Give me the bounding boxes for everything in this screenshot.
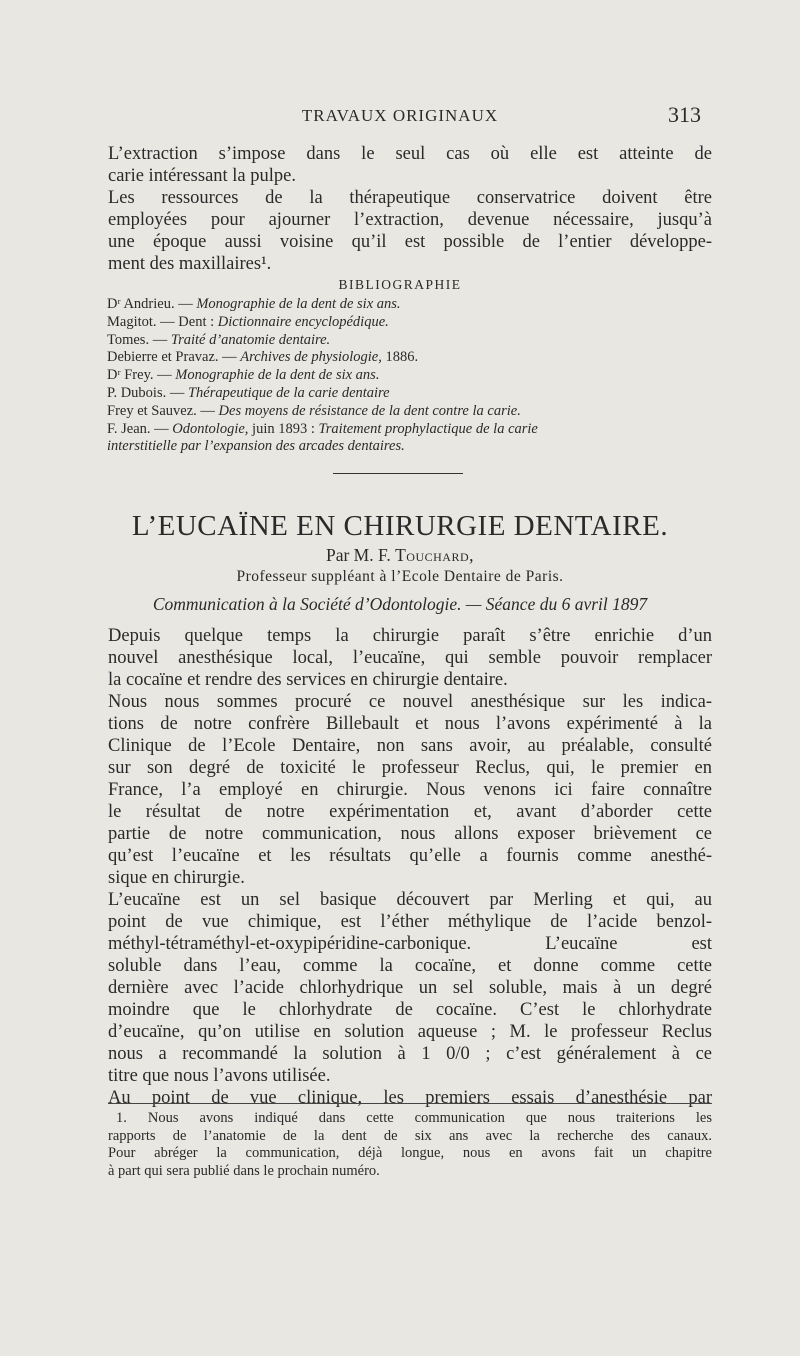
- bibliography-work: Archives de physiologie,: [240, 349, 382, 366]
- running-head: TRAVAUX ORIGINAUX: [301, 106, 499, 125]
- bibliography-author: P. Dubois. —: [107, 384, 188, 401]
- bibliography-entry: [107, 314, 717, 332]
- author-affiliation: Professeur suppléant à l’Ecole Dentaire de Paris.: [236, 568, 564, 585]
- page-header: [0, 102, 800, 132]
- bibliography-entry: [107, 332, 717, 350]
- bibliography-author: Frey et Sauvez. —: [107, 402, 219, 419]
- footnote-rule: [108, 1103, 712, 1104]
- article-paragraph-1: Depuis quelque temps la chirurgie paraît s’être enrichie d’un nouvel anesthésique local, l’eucaïne, qui semble pouvoir remplacer la cocaïne et rendre des services en chirurgie dentaire.: [108, 626, 712, 690]
- article-paragraph-3: L’eucaïne est un sel basique découvert par Merling et qui, au point de vue chimique, est l’éther méthylique de l’acide benzol- méthyl-tétraméthyl-et-oxypipéridine-carbonique. L’eucaïne est soluble dans l’eau, comme la cocaïne, et donne comme cette dernière avec l’acide chlorhydrique un sel soluble, mais à un degré moindre que le chlorhydrate de cocaïne. C’est le chlorhydrate d’eucaïne, qu’on utilise en solution aqueuse ; M. le professeur Reclus nous a recommandé la solution à 1 0/0 ; c’est généralement à ce titre que nous l’avons utilisée.: [108, 890, 712, 1086]
- article-paragraph-4: Au point de vue clinique, les premiers essais d’anesthésie par: [108, 1088, 712, 1108]
- bibliography-list: [107, 296, 717, 456]
- bibliography-entry: [107, 349, 717, 367]
- bibliography-entry: [107, 367, 717, 385]
- page-number: 313: [668, 102, 701, 127]
- article-paragraph-2: Nous nous sommes procuré ce nouvel anesthésique sur les indica- tions de notre confrère Billebault et nous l’avons expérimenté à la Clinique de l’Ecole Dentaire, non sans avoir, au préalable, consulté sur son degré de toxicité le professeur Reclus, qui, le premier en France, l’a employé en chirurgie. Nous venons ici faire connaître le résultat de notre expérimentation et, avant d’aborder cette partie de notre communication, nous allons exposer brièvement ce qu’est l’eucaïne et les résultats qu’elle a fournis comme anesthé- sique en chirurgie.: [108, 692, 712, 888]
- bibliography-entry: [107, 421, 717, 439]
- bibliography-work2: Traitement prophylactique de la carie: [318, 420, 538, 437]
- bibliography-work: Dictionnaire encyclopédique.: [217, 313, 389, 330]
- bibliography-entry: [107, 438, 717, 456]
- bibliography-work: Des moyens de résistance de la dent contre la carie.: [218, 402, 521, 419]
- bibliography-author: Dʳ Frey. —: [107, 367, 176, 384]
- bibliography-author: F. Jean. —: [107, 420, 173, 437]
- author-name: Touchard,: [395, 545, 474, 565]
- bibliography-title: BIBLIOGRAPHIE: [338, 277, 462, 292]
- bibliography-work: Thérapeutique de la carie dentaire: [187, 384, 390, 401]
- bibliography-work: Traité d’anatomie dentaire.: [170, 331, 331, 348]
- section-divider: [333, 473, 463, 474]
- bibliography-work: interstitielle par l’expansion des arcades dentaires.: [107, 438, 405, 455]
- article-title: L’EUCAÏNE EN CHIRURGIE DENTAIRE.: [131, 510, 669, 542]
- bibliography-author: Magitot. — Dent :: [107, 313, 218, 330]
- bibliography-extra: 1886.: [381, 349, 419, 366]
- bibliography-entry: [107, 385, 717, 403]
- bibliography-author: Tomes. —: [107, 331, 171, 348]
- bibliography-work: Monographie de la dent de six ans.: [175, 367, 380, 384]
- byline: Par M. F. Touchard,: [325, 545, 474, 565]
- bibliography-author: Debierre et Pravaz. —: [107, 349, 241, 366]
- bibliography-entry: [107, 296, 717, 314]
- communication-line: Communication à la Société d’Odontologie. — Séance du 6 avril 1897: [152, 594, 648, 614]
- intro-paragraph-1: L’extraction s’impose dans le seul cas où elle est atteinte de carie intéressant la pulpe.: [108, 144, 712, 186]
- bibliography-work: Odontologie,: [172, 420, 249, 437]
- footnote: 1. Nous avons indiqué dans cette communication que nous traiterions les rapports de l’anatomie de la dent de six ans avec la recherche des canaux. Pour abréger la communication, déjà longue, nous en avons fait un chapitre à part qui sera publié dans le prochain numéro.: [108, 1110, 712, 1179]
- bibliography-extra: juin 1893 :: [248, 420, 319, 437]
- bibliography-author: Dʳ Andrieu. —: [107, 296, 197, 312]
- bibliography-entry: [107, 403, 717, 421]
- bibliography-work: Monographie de la dent de six ans.: [196, 296, 401, 312]
- intro-paragraph-2: Les ressources de la thérapeutique conservatrice doivent être employées pour ajourner l’extraction, devenue nécessaire, jusqu’à une époque aussi voisine qu’il est possible de l’entier développe- ment des maxillaires¹.: [108, 188, 712, 274]
